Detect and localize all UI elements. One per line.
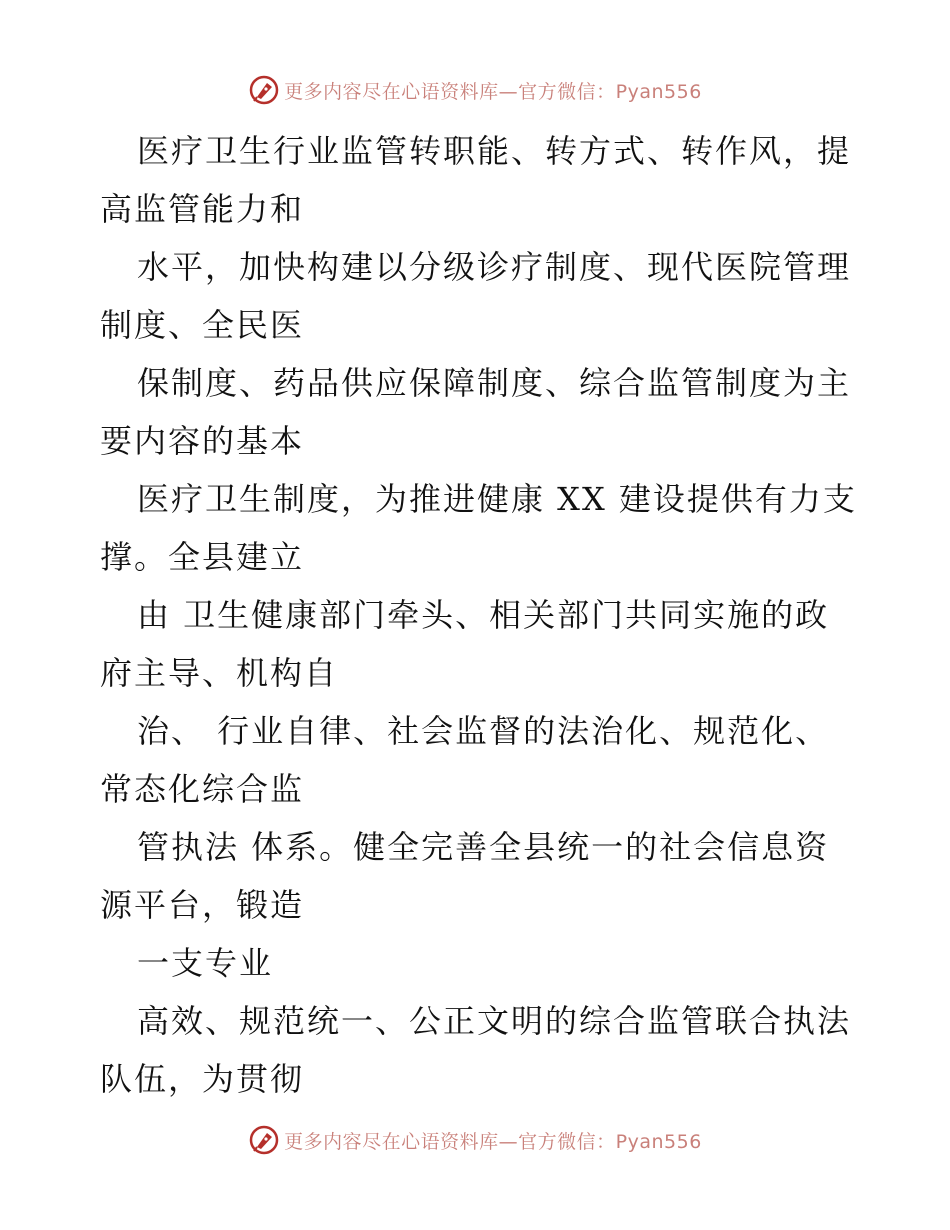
paragraph-line: 管执法 体系。健全完善全县统一的社会信息资 源平台，锻造 <box>100 828 830 924</box>
footer-watermark <box>0 1120 950 1160</box>
paragraph-line: 高效、规范统一、公正文明的综合监管联合执法 队伍，为贯彻 <box>100 1002 852 1098</box>
paragraph-line: 医疗卫生制度，为推进健康 XX 建设提供有力支 撑。全县建立 <box>100 480 857 576</box>
footer-watermark-text: 更多内容尽在心语资料库—官方微信：Pyan556 <box>284 1130 702 1153</box>
paragraph-line: 保制度、药品供应保障制度、综合监管制度为主 要内容的基本 <box>100 364 852 460</box>
paragraph-line: 治、 行业自律、社会监督的法治化、规范化、 常态化综合监 <box>100 712 830 808</box>
paragraph-line: 一支专业 <box>137 944 274 982</box>
paragraph-line: 水平，加快构建以分级诊疗制度、现代医院管理 制度、全民医 <box>100 248 852 344</box>
paragraph-line: 由 卫生健康部门牵头、相关部门共同实施的政 府主导、机构自 <box>100 596 830 692</box>
header-watermark-text: 更多内容尽在心语资料库—官方微信：Pyan556 <box>284 80 702 103</box>
document-body <box>100 122 860 1108</box>
paragraph-line: 医疗卫生行业监管转职能、转方式、转作风，提 高监管能力和 <box>100 132 852 228</box>
header-watermark <box>0 70 950 110</box>
pen-nib-logo-icon <box>248 1124 280 1156</box>
pen-nib-logo-icon <box>248 74 280 106</box>
